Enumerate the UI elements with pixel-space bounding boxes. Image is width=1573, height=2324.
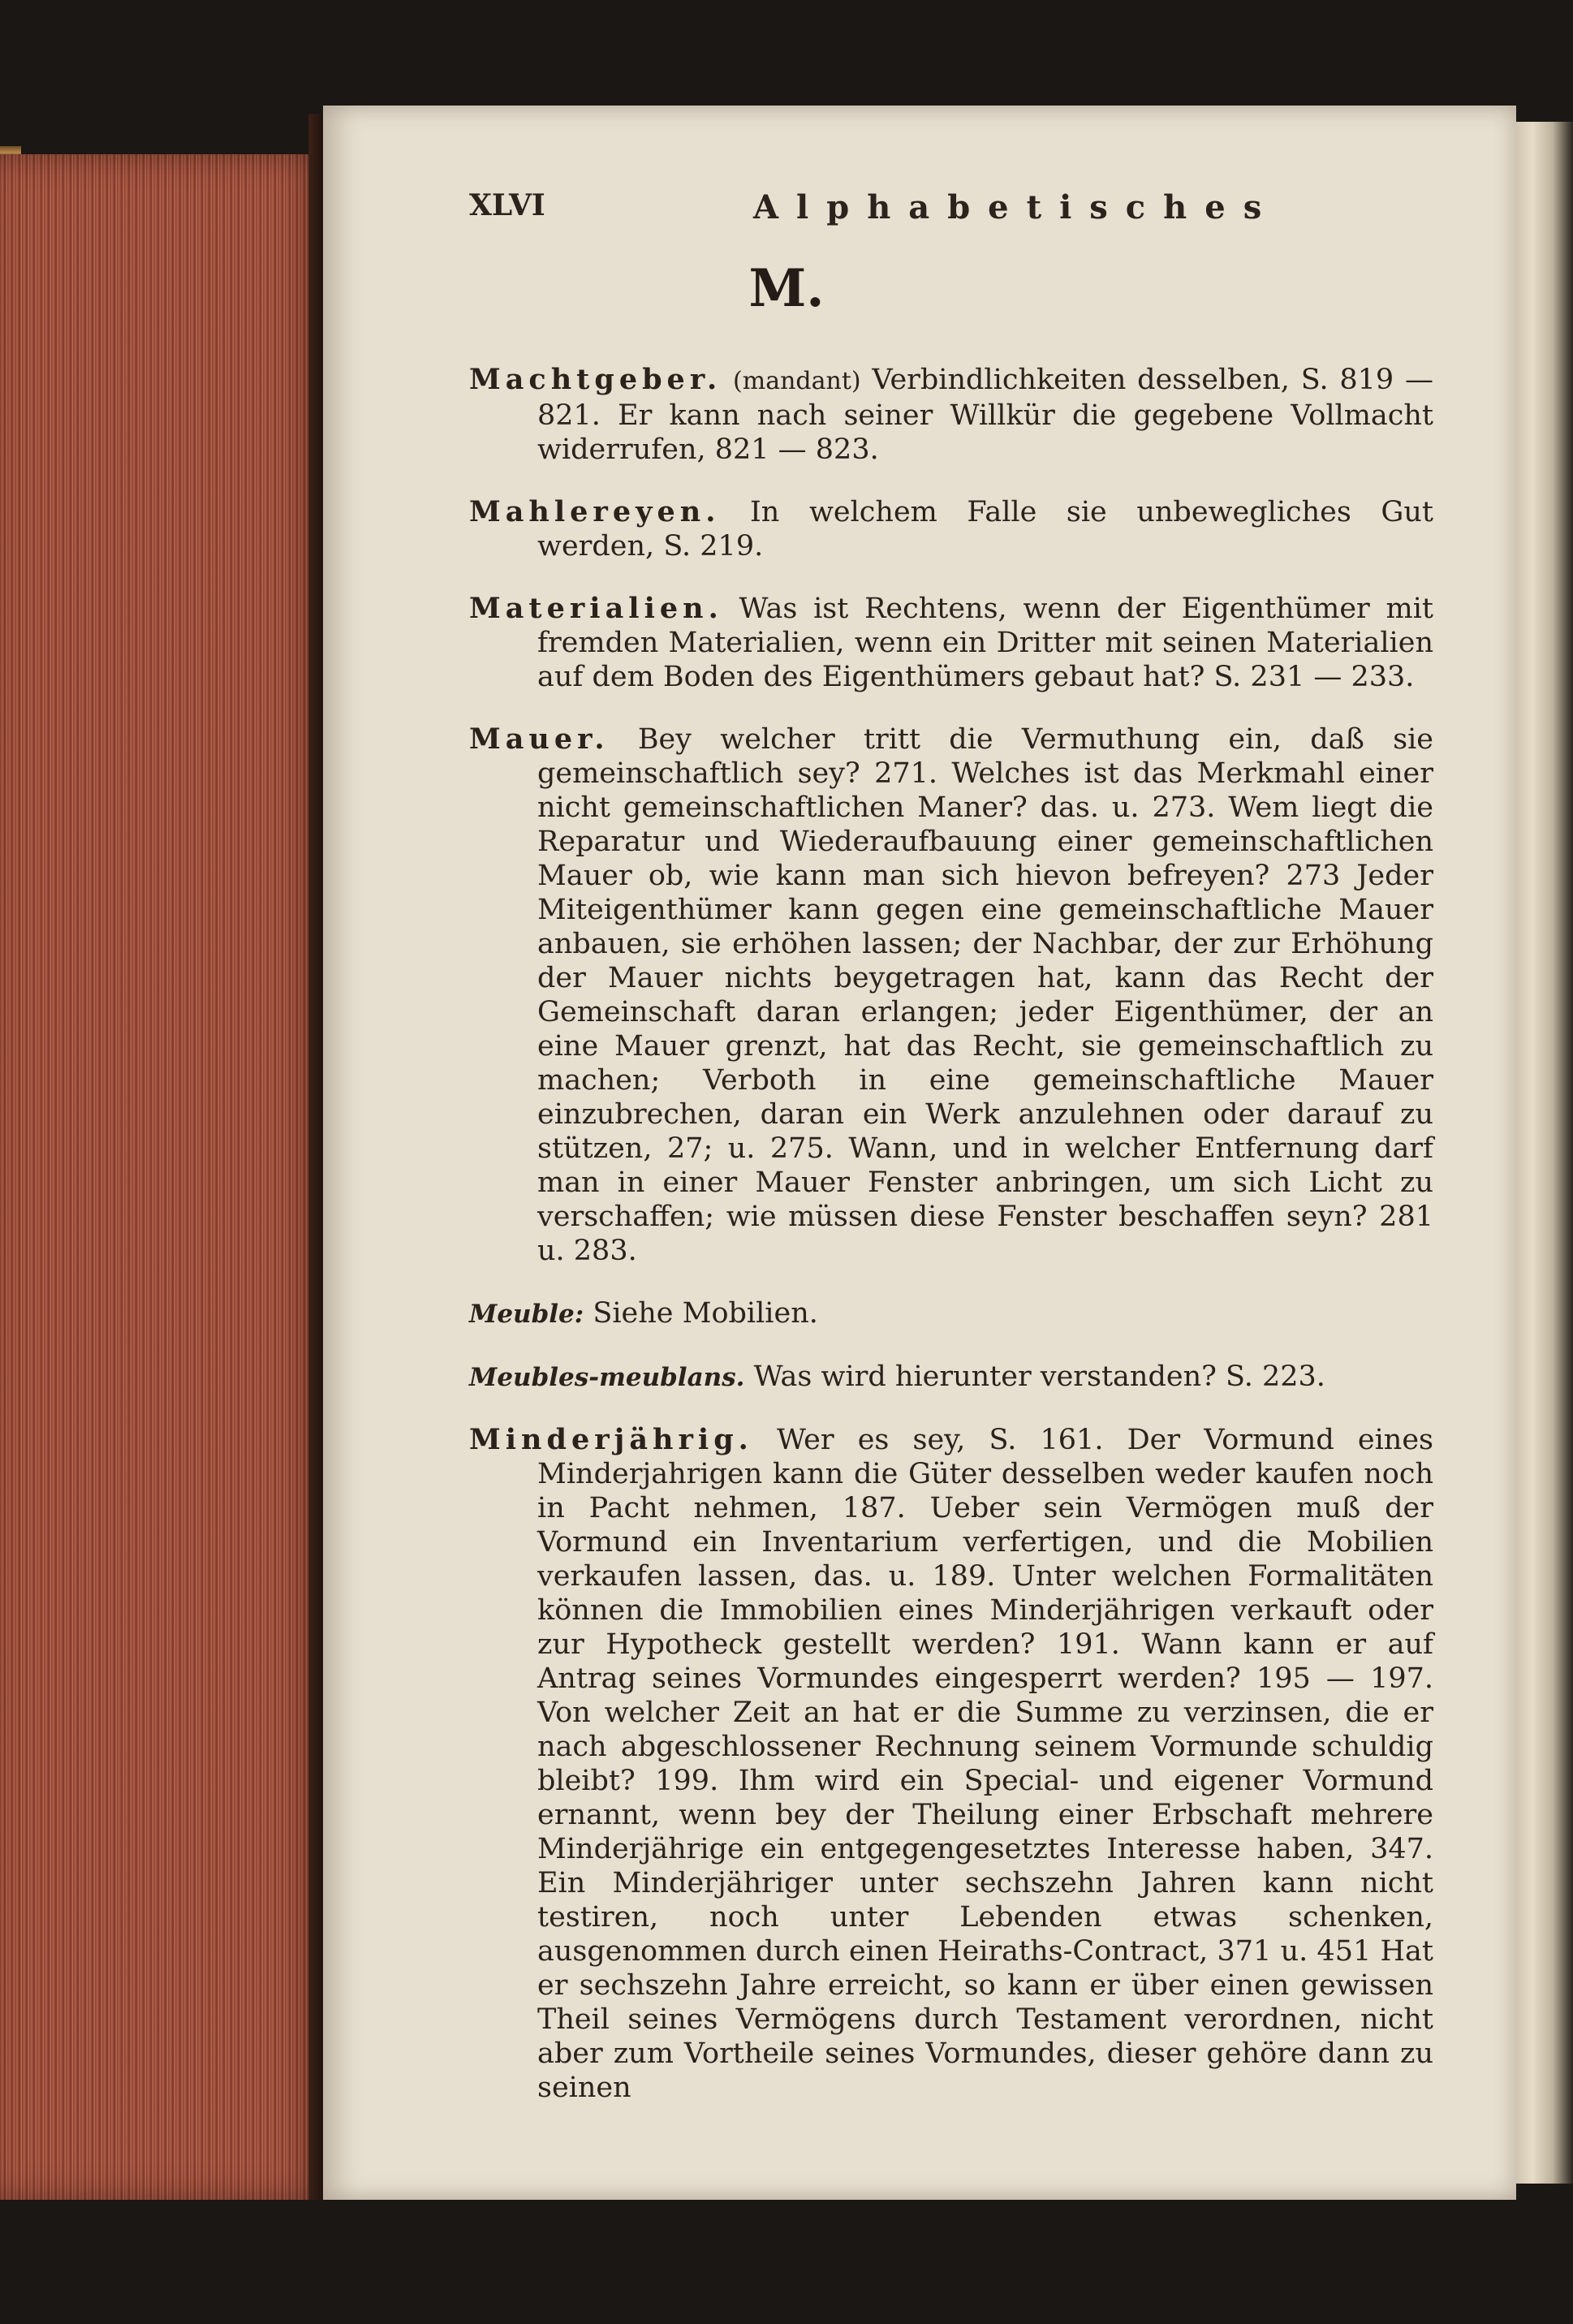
index-entry: [469, 495, 1433, 563]
page-block-edge: [0, 154, 325, 2200]
entry-text: Was ist Rechtens, wenn der Eigenthümer mit fremden Materialien, wenn ein Dritter mit seinen Materialien auf dem Boden des Eigenthümers gebaut hat? S. 231 — 233.: [537, 593, 1433, 693]
entry-text: Was wird hierunter verstanden? S. 223.: [753, 1360, 1325, 1393]
entry-lemma: Machtgeber.: [469, 363, 722, 396]
index-entry: [469, 1360, 1433, 1395]
entry-lemma: Mahlereyen.: [469, 495, 721, 528]
index-entry: [469, 592, 1433, 694]
index-entries: [469, 334, 1433, 2115]
index-entry: [469, 1423, 1433, 2105]
entry-lemma: Mauer.: [469, 722, 610, 756]
entry-lemma: Meuble:: [469, 1300, 584, 1329]
running-head: [469, 188, 1435, 237]
entry-lemma: Materialien.: [469, 592, 723, 625]
index-entry: [469, 1296, 1433, 1331]
entry-text: Verbindlichkeiten desselben, S. 819 — 821. Er kann nach seiner Willkür die gegebene Vollmacht widerrufen, 821 — 823.: [537, 364, 1433, 466]
entry-lemma: Meubles-meublans.: [469, 1363, 745, 1392]
entry-gloss: (mandant): [733, 367, 861, 395]
facing-page-edge: [1516, 122, 1573, 2184]
index-entry: [469, 722, 1433, 1268]
entry-text: Siehe Mobilien.: [593, 1297, 818, 1330]
page-number: XLVI: [469, 188, 545, 222]
section-letter: M.: [748, 258, 825, 319]
entry-text: Wer es sey, S. 161. Der Vormund eines Minderjahrigen kann die Güter desselben weder kaufen noch in Pacht nehmen, 187. Ueber sein Vermögen muß der Vormund ein Inventarium verfertigen, und die Mobilien verkaufen lassen, das. u. 189. Unter welchen Formalitäten können die Immobilien eines Minderjährigen verkauft oder zur Hypotheck gestellt werden? 191. Wann kann er auf Antrag seines Vormundes eingesperrt werden? 195 — 197. Von welcher Zeit an hat er die Summe zu verzinsen, die er nach abgeschlossener Rechnung seinem Vormunde schuldig bleibt? 199. Ihm wird ein Special- und eigener Vormund ernannt, wenn bey der Theilung einer Erbschaft mehrere Minderjährige ein entgegengesetztes Interesse haben, 347. Ein Minderjähriger unter sechszehn Jahren kann nicht testiren, noch unter Lebenden etwas schenken, ausgenommen durch einen Heiraths-Contract, 371 u. 451 Hat er sechszehn Jahre erreicht, so kann er über einen gewissen Theil seines Vermögens durch Testament verordnen, nicht aber zum Vortheile seines Vormundes, dieser gehöre dann zu seinen: [537, 1424, 1433, 2104]
index-entry: [469, 363, 1433, 467]
entry-lemma: Minderjährig.: [469, 1423, 753, 1456]
running-head-title: Alphabetisches: [753, 188, 1280, 226]
entry-text: In welchem Falle sie unbewegliches Gut werden, S. 219.: [537, 496, 1433, 563]
entry-text: Bey welcher tritt die Vermuthung ein, daß sie gemeinschaftlich sey? 271. Welches ist das Merkmahl einer nicht gemeinschaftlichen Maner? das. u. 273. Wem liegt die Reparatur und Wiederaufbauung einer gemeinschaftlichen Mauer ob, wie kann man sich hievon befreyen? 273 Jeder Miteigenthümer kann gegen eine gemeinschaftliche Mauer anbauen, sie erhöhen lassen; der Nachbar, der zur Erhöhung der Mauer nichts beygetragen hat, kann das Recht der Gemeinschaft daran erlangen; jeder Eigenthümer, der an eine Mauer grenzt, hat das Recht, sie gemeinschaftlich zu machen; Verboth in eine gemeinschaftliche Mauer einzubrechen, daran ein Werk anzulehnen oder darauf zu stützen, 27; u. 275. Wann, und in welcher Entfernung darf man in einer Mauer Fenster anbringen, um sich Licht zu verschaffen; wie müssen diese Fenster beschaffen seyn? 281 u. 283.: [537, 723, 1433, 1267]
